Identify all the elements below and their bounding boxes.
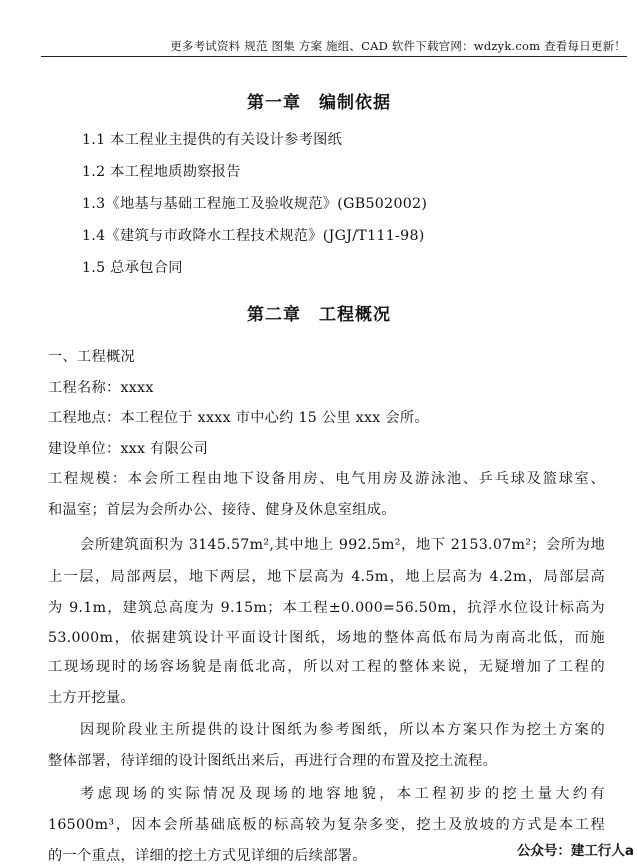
paragraph-line: 16500m³，因本会所基础底板的标高较为复杂多变，挖土及放坡的方式是本工程: [48, 817, 605, 833]
paragraph-line: 的一个重点，详细的挖土方式见详细的后续部署。: [48, 848, 367, 864]
list-item: 1.3《地基与基础工程施工及验收规范》(GB502002): [82, 196, 428, 212]
owner-line: 建设单位：xxx 有限公司: [48, 441, 209, 457]
paragraph-line: 土方开挖量。: [48, 690, 135, 706]
project-name-line: 工程名称：xxxx: [48, 380, 154, 396]
paragraph-line: 工现场现时的场容场貌是南低北高，所以对工程的整体来说，无疑增加了工程的: [48, 659, 605, 675]
list-item: 1.1 本工程业主提供的有关设计参考图纸: [82, 132, 343, 148]
page-header: [0, 0, 638, 58]
chapter-1-label: 第一章: [247, 93, 301, 113]
chapter-2-label: 第二章: [247, 305, 301, 325]
paragraph-line: 上一层，局部两层，地下两层，地下层高为 4.5m，地上层高为 4.2m，局部层高: [48, 569, 605, 585]
paragraph-line: 因现阶段业主所提供的设计图纸为参考图纸，所以本方案只作为挖土方案的: [80, 722, 605, 738]
scale-line: 和温室；首层为会所办公、接待、健身及休息室组成。: [48, 502, 396, 518]
project-location-line: 工程地点：本工程位于 xxxx 市中心约 15 公里 xxx 会所。: [48, 410, 429, 426]
paragraph-line: 为 9.1m，建筑总高度为 9.15m；本工程±0.000=56.50m，抗浮水位设计标高为: [48, 600, 605, 616]
list-item: 1.4《建筑与市政降水工程技术规范》(JGJ/T111-98): [82, 228, 425, 244]
list-item: 1.2 本工程地质勘察报告: [82, 164, 241, 180]
chapter-1-name: 编制依据: [319, 93, 391, 113]
paragraph-line: 整体部署，待详细的设计图纸出来后，再进行合理的布置及挖土流程。: [48, 753, 498, 769]
paragraph-line: 会所建筑面积为 3145.57m²,其中地上 992.5m²，地下 2153.07m²；会所为地: [80, 537, 605, 553]
header-divider: [41, 56, 627, 57]
header-banner-text: 更多考试资料 规范 图集 方案 施组、CAD 软件下载官网：wdzyk.com 查看每日更新！: [170, 39, 626, 53]
chapter-2-name: 工程概况: [319, 305, 391, 325]
scale-line: 工程规模：本会所工程由地下设备用房、电气用房及游泳池、乒乓球及篮球室、: [48, 471, 605, 487]
paragraph-line: 53.000m，依据建筑设计平面设计图纸，场地的整体高低布局为南高北低，而施: [48, 630, 605, 646]
paragraph-line: 考虑现场的实际情况及现场的地容地貌，本工程初步的挖土量大约有: [80, 786, 605, 802]
watermark-label: 公众号：建工行人a: [511, 839, 636, 859]
section-heading: 一、工程概况: [48, 349, 135, 365]
chapter-2-title: [0, 300, 638, 325]
list-item: 1.5 总承包合同: [82, 260, 183, 276]
chapter-1-title: [0, 88, 638, 113]
